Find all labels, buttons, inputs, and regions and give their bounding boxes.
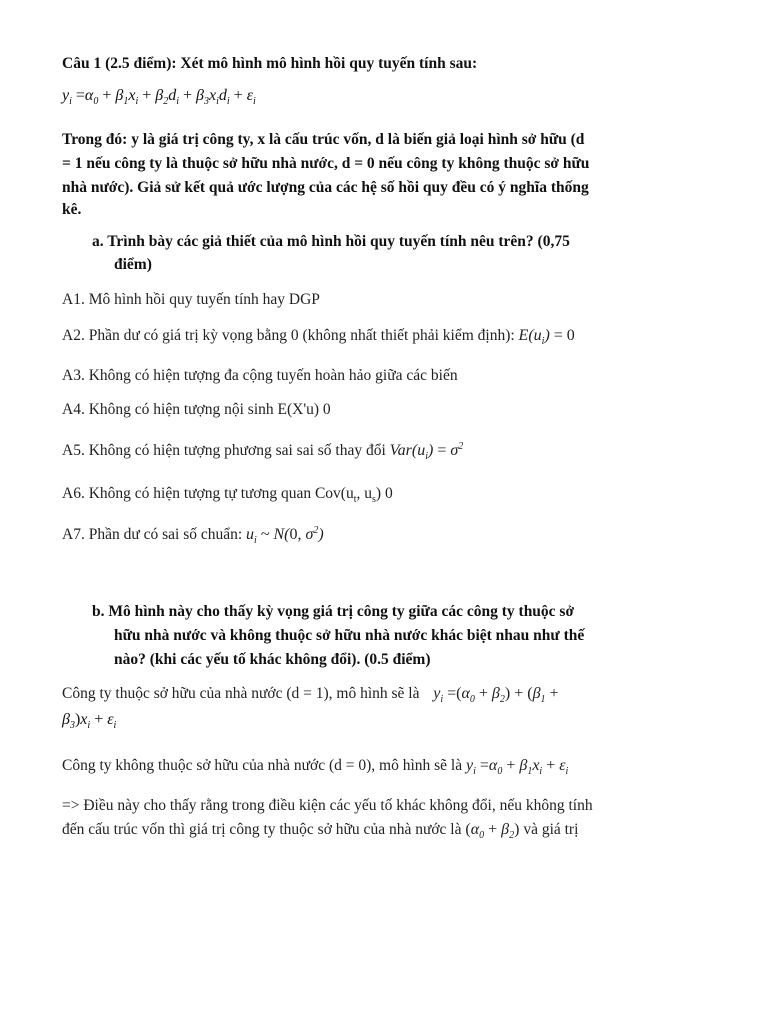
part-b-prompt-1: b. Mô hình này cho thấy kỳ vọng giá trị công ty giữa các công ty thuộc sở [92, 603, 575, 620]
assumption-a3: A3. Không có hiện tượng đa cộng tuyến hoàn hảo giữa các biến [62, 367, 458, 384]
assumption-a6-tail: , u [356, 485, 373, 502]
state-owned-formula-start: $y_i =(\alpha_0 + \beta_2) + (\beta_1$ + [433, 685, 559, 705]
question-title: Câu 1 (2.5 điểm): Xét mô hình mô hình hồi quy tuyến tính sau: [62, 55, 478, 72]
part-a-prompt-2: điểm) [114, 256, 152, 273]
intro-line-3: nhà nước). Giả sử kết quả ước lượng của các hệ số hồi quy đều có ý nghĩa thống [62, 179, 589, 196]
assumption-a6-text: A6. Không có hiện tượng tự tương quan Cov(u [62, 485, 354, 502]
assumption-a2 [62, 328, 575, 347]
part-a-prompt-1: a. Trình bày các giả thiết của mô hình hồi quy tuyến tính nêu trên? (0,75 [92, 233, 570, 250]
part-b-prompt-3: nào? (khi các yếu tố khác không đổi). (0.5 điểm) [114, 651, 431, 668]
assumption-a7 [62, 526, 324, 546]
assumption-a5-text: A5. Không có hiện tượng phương sai sai số thay đổi [62, 442, 386, 459]
assumption-a7-formula: $u_i$ ~ N(0, $\sigma^2$) [246, 525, 324, 546]
conclusion-formula: $(\alpha_0 + \beta_2)$ [465, 821, 520, 841]
assumption-a6: A6. Không có hiện tượng tự tương quan $Cov(u_t$, $u_s$) 0 [62, 485, 393, 505]
model-equation: $y_i =\alpha_0 + \beta_1x_i + \beta_2d_i + \beta_3x_id_i + \varepsilon_i$ [62, 87, 256, 107]
assumption-a4: A4. Không có hiện tượng nội sinh E(X'u) 0 [62, 401, 331, 418]
intro-line-2: = 1 nếu công ty là thuộc sở hữu nhà nước, d = 0 nếu công ty không thuộc sở hữu [62, 155, 590, 172]
assumption-a1: A1. Mô hình hồi quy tuyến tính hay DGP [62, 291, 320, 308]
conclusion-tail: và giá trị [523, 821, 579, 838]
assumption-a5 [62, 442, 463, 462]
state-owned-formula-end: $\beta_3)x_i + \varepsilon_i$ [62, 711, 117, 731]
conclusion-line-1: => Điều này cho thấy rằng trong điều kiện các yếu tố khác không đổi, nếu không tính [62, 797, 593, 814]
intro-line-4: kê. [62, 201, 82, 218]
state-owned-text: Công ty thuộc sở hữu của nhà nước (d = 1), mô hình sẽ là [62, 685, 420, 702]
state-owned-line [62, 686, 559, 705]
non-state-owned-text: Công ty không thuộc sở hữu của nhà nước (d = 0), mô hình sẽ là [62, 757, 463, 774]
non-state-owned-line [62, 758, 568, 777]
non-state-owned-formula: $y_i =\alpha_0 + \beta_1x_i + \varepsilon_i$ [465, 757, 569, 777]
intro-line-1: Trong đó: y là giá trị công ty, x là cấu trúc vốn, d là biến giả loại hình sở hữu (d [62, 131, 585, 148]
assumption-a7-text: A7. Phần dư có sai số chuẩn: [62, 526, 243, 543]
assumption-a2-formula: $E(u_i) = 0$ [518, 327, 575, 347]
assumption-a6-end: ) 0 [375, 485, 393, 502]
conclusion-text: đến cấu trúc vốn thì giá trị công ty thuộc sở hữu của nhà nước là [62, 821, 462, 838]
part-b-prompt-2: hữu nhà nước và không thuộc sở hữu nhà nước khác biệt nhau như thế [114, 627, 585, 644]
conclusion-line-2 [62, 822, 578, 841]
assumption-a2-text: A2. Phần dư có giá trị kỳ vọng bằng 0 (không nhất thiết phải kiểm định): [62, 327, 515, 344]
assumption-a5-formula: $Var(u_i) = \sigma^2$ [389, 441, 464, 462]
